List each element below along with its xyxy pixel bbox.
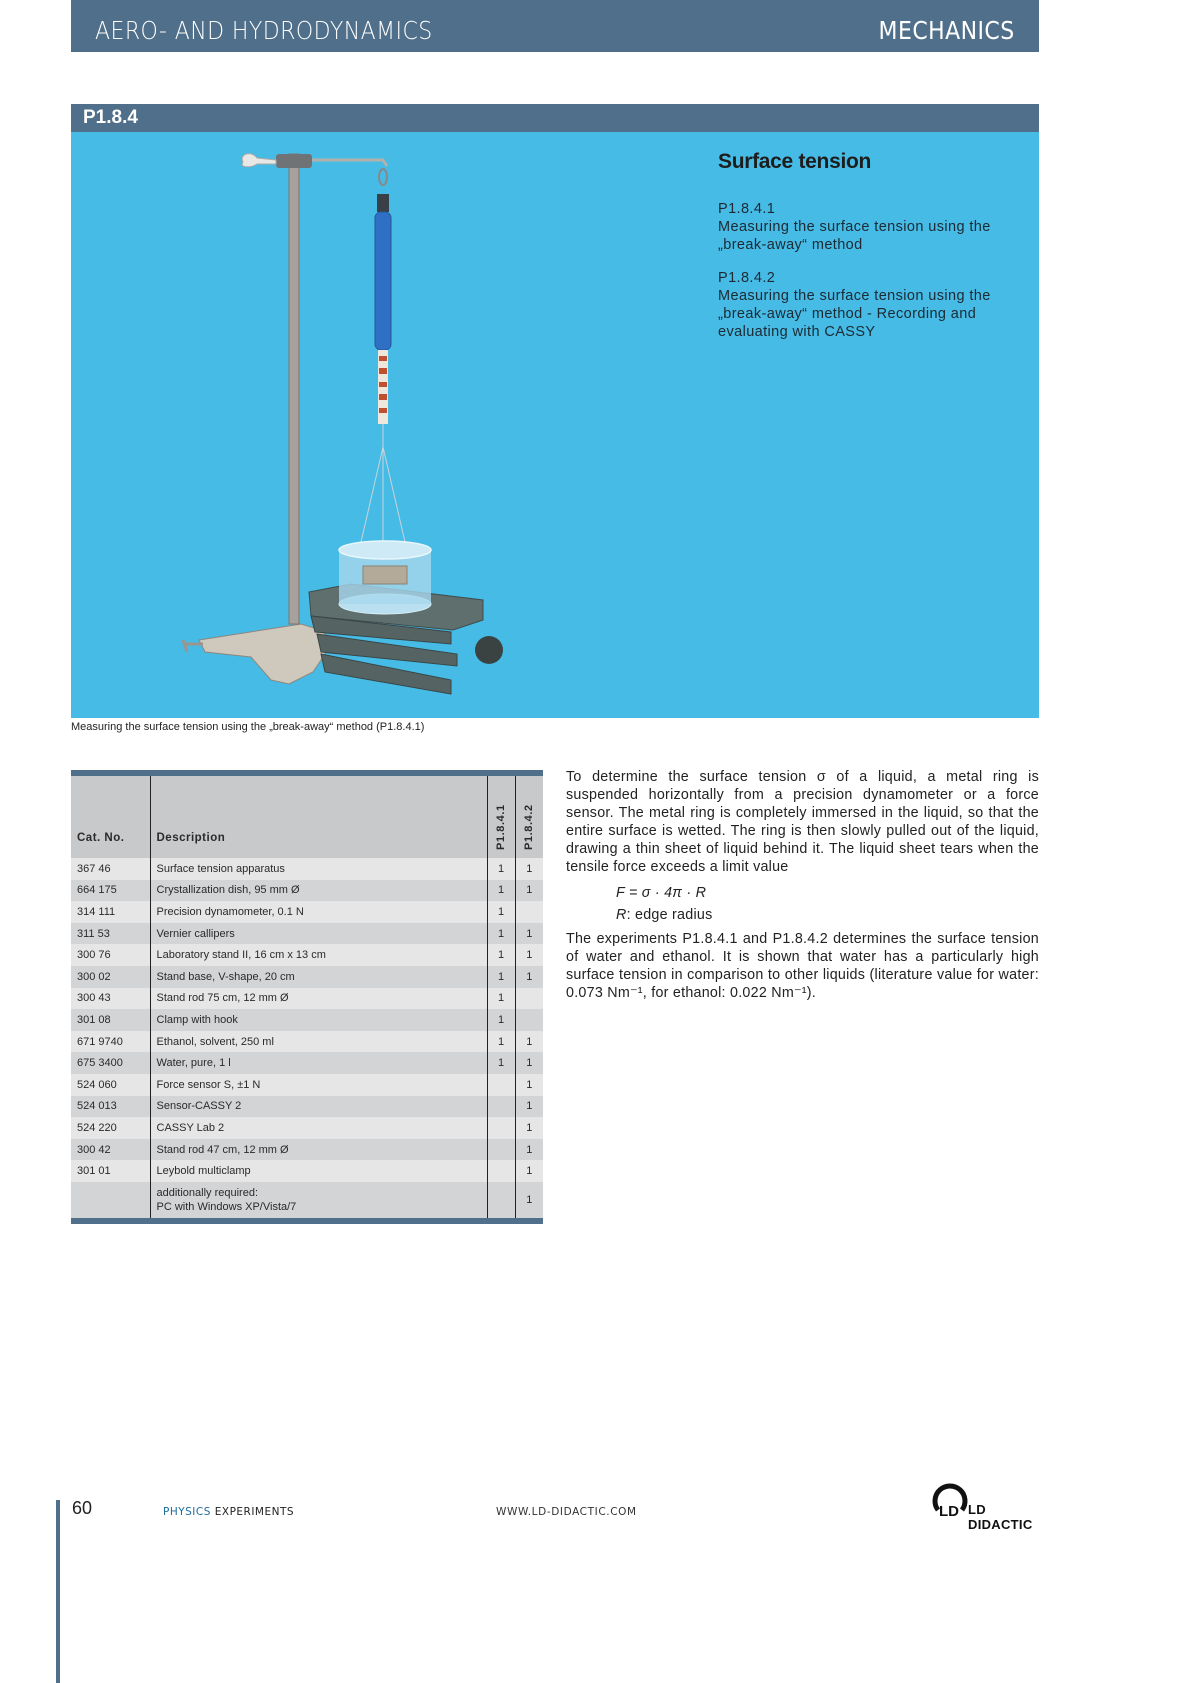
cat-no-cell: 664 175: [71, 880, 150, 902]
experiment-item-1: [718, 200, 1018, 254]
subject-title: MECHANICS: [878, 16, 1015, 45]
cat-no-cell: 524 060: [71, 1074, 150, 1096]
hook-arm: [312, 160, 387, 166]
formula: F = σ · 4π · R: [616, 885, 707, 901]
qty-p1841-cell: [487, 1182, 515, 1218]
qty-p1842-cell: 1: [515, 1182, 543, 1218]
qty-p1841-cell: 1: [487, 858, 515, 880]
description-text: [566, 768, 1039, 1008]
header-p1841: [487, 776, 515, 858]
cat-no-cell: 524 220: [71, 1117, 150, 1139]
description-cell: Stand rod 47 cm, 12 mm Ø: [150, 1139, 487, 1161]
hook-ring: [379, 169, 387, 185]
description-cell: CASSY Lab 2: [150, 1117, 487, 1139]
cat-no-cell: 301 08: [71, 1009, 150, 1031]
dish-rim: [339, 541, 431, 559]
qty-p1842-cell: 1: [515, 923, 543, 945]
description-cell: Surface tension apparatus: [150, 858, 487, 880]
header-p1841-label: P1.8.4.1: [495, 804, 507, 850]
description-line-2: PC with Windows XP/Vista/7: [156, 1200, 297, 1213]
qty-p1842-cell: 1: [515, 858, 543, 880]
table-row: [71, 1031, 543, 1053]
qty-p1842-cell: 1: [515, 880, 543, 902]
section-code: P1.8.4: [83, 107, 138, 128]
qty-p1841-cell: 1: [487, 944, 515, 966]
description-cell: Ethanol, solvent, 250 ml: [150, 1031, 487, 1053]
qty-p1841-cell: [487, 1139, 515, 1161]
qty-p1842-cell: 1: [515, 1117, 543, 1139]
qty-p1841-cell: [487, 1160, 515, 1182]
stand-base: [199, 624, 333, 684]
ld-logo-text: LD DIDACTIC: [968, 1502, 1033, 1532]
header-p1842: [515, 776, 543, 858]
description-line-1: additionally required:: [156, 1186, 259, 1199]
qty-p1842-cell: 1: [515, 944, 543, 966]
table-row: [71, 1160, 543, 1182]
qty-p1842-cell: 1: [515, 1074, 543, 1096]
clamp: [276, 154, 312, 168]
description-cell: Force sensor S, ±1 N: [150, 1074, 487, 1096]
footer-url[interactable]: WWW.LD-DIDACTIC.COM: [496, 1506, 637, 1518]
ld-logo-mark: LD: [939, 1503, 959, 1520]
qty-p1841-cell: 1: [487, 1031, 515, 1053]
chapter-title: AERO- AND HYDRODYNAMICS: [95, 16, 433, 45]
footer-accent-bar: [56, 1500, 60, 1683]
qty-p1841-cell: [487, 1117, 515, 1139]
cat-no-cell: 300 43: [71, 988, 150, 1010]
table-row: [71, 901, 543, 923]
qty-p1841-cell: 1: [487, 966, 515, 988]
description-cell: Water, pure, 1 l: [150, 1052, 487, 1074]
experiment-code: P1.8.4.2: [718, 270, 776, 286]
photo-caption: Measuring the surface tension using the „break-away“ method (P1.8.4.1): [71, 721, 425, 733]
equipment-table: [71, 770, 543, 1224]
table-row: [71, 923, 543, 945]
ld-didactic-logo: [930, 1480, 1042, 1532]
description-cell: Vernier callipers: [150, 923, 487, 945]
page-number: 60: [72, 1498, 93, 1518]
table-row: [71, 1074, 543, 1096]
table-row: [71, 880, 543, 902]
qty-p1842-cell: 1: [515, 1139, 543, 1161]
qty-p1842-cell: [515, 988, 543, 1010]
footer-series-rest: EXPERIMENTS: [210, 1506, 295, 1518]
section-code-bar: [71, 104, 1039, 132]
experiment-description: Measuring the surface tension using the „break-away“ method: [718, 219, 991, 253]
cat-no-cell: 300 02: [71, 966, 150, 988]
header-cat-no: Cat. No.: [71, 776, 150, 858]
formula-variable-desc: : edge radius: [626, 907, 713, 923]
cat-no-cell: [71, 1182, 150, 1218]
paragraph-1: To determine the surface tension σ of a liquid, a metal ring is suspended horizontally from a precision dynamometer or a force sensor. The metal ring is completely immersed in the liquid, so that the entire surface is wetted. The ring is then slowly pulled out of the liquid, drawing a thin sheet of liquid behind it. The liquid sheet tears when the tensile force exceeds a limit value: [566, 769, 1039, 875]
dynamometer-cap: [377, 194, 389, 212]
table-row: [71, 1009, 543, 1031]
description-cell: Clamp with hook: [150, 1009, 487, 1031]
header-p1842-label: P1.8.4.2: [523, 804, 536, 850]
description-cell: Stand base, V-shape, 20 cm: [150, 966, 487, 988]
qty-p1842-cell: 1: [515, 1052, 543, 1074]
table-row: [71, 1139, 543, 1161]
clamp-knob: [242, 154, 276, 167]
description-cell: Laboratory stand II, 16 cm x 13 cm: [150, 944, 487, 966]
table-row: [71, 1182, 543, 1218]
cat-no-cell: 524 013: [71, 1096, 150, 1118]
footer-series: [163, 1506, 294, 1518]
description-cell: Sensor-CASSY 2: [150, 1096, 487, 1118]
formula-variable: R: [616, 907, 627, 923]
qty-p1841-cell: 1: [487, 923, 515, 945]
cat-no-cell: 300 42: [71, 1139, 150, 1161]
header-description: Description: [150, 776, 487, 858]
qty-p1841-cell: 1: [487, 880, 515, 902]
table-row: [71, 1117, 543, 1139]
qty-p1842-cell: 1: [515, 966, 543, 988]
table-row: [71, 944, 543, 966]
experiment-title: Surface tension: [718, 150, 872, 173]
hero-panel: [71, 132, 1039, 718]
dynamometer-body: [375, 212, 391, 350]
qty-p1841-cell: 1: [487, 988, 515, 1010]
metal-ring: [363, 566, 407, 584]
qty-p1842-cell: 1: [515, 1160, 543, 1182]
table-row: [71, 1096, 543, 1118]
experiment-description: Measuring the surface tension using the „break-away“ method - Recording and evaluating with CASSY: [718, 288, 991, 340]
jack-knob: [475, 636, 503, 664]
table-row: [71, 988, 543, 1010]
paragraph-2: The experiments P1.8.4.1 and P1.8.4.2 determines the surface tension of water and ethanol. It is shown that water has a particularly high surface tension in comparison to other liquids (literature value for water: 0.073 Nm⁻¹, for ethanol: 0.022 Nm⁻¹).: [566, 931, 1039, 1001]
table-row: [71, 858, 543, 880]
table-bottom-rule: [71, 1218, 543, 1224]
description-cell: Crystallization dish, 95 mm Ø: [150, 880, 487, 902]
description-cell: Leybold multiclamp: [150, 1160, 487, 1182]
cat-no-cell: 311 53: [71, 923, 150, 945]
chapter-header-bar: [71, 0, 1039, 52]
cat-no-cell: 300 76: [71, 944, 150, 966]
qty-p1841-cell: 1: [487, 1052, 515, 1074]
table-row: [71, 1052, 543, 1074]
cat-no-cell: 671 9740: [71, 1031, 150, 1053]
table-header-row: [71, 776, 543, 858]
qty-p1842-cell: 1: [515, 1096, 543, 1118]
experiment-code: P1.8.4.1: [718, 201, 776, 217]
qty-p1841-cell: 1: [487, 1009, 515, 1031]
cat-no-cell: 314 111: [71, 901, 150, 923]
qty-p1841-cell: [487, 1074, 515, 1096]
qty-p1841-cell: [487, 1096, 515, 1118]
cat-no-cell: 367 46: [71, 858, 150, 880]
qty-p1841-cell: 1: [487, 901, 515, 923]
description-cell: Precision dynamometer, 0.1 N: [150, 901, 487, 923]
stand-rod: [289, 154, 299, 624]
qty-p1842-cell: [515, 1009, 543, 1031]
description-cell: Stand rod 75 cm, 12 mm Ø: [150, 988, 487, 1010]
ld-logo-icon: [930, 1480, 970, 1520]
description-cell: [150, 1182, 487, 1218]
formula-legend: [566, 904, 1039, 926]
ring-threads: [361, 424, 405, 542]
qty-p1842-cell: [515, 901, 543, 923]
qty-p1842-cell: 1: [515, 1031, 543, 1053]
experiment-item-2: [718, 269, 1018, 341]
cat-no-cell: 675 3400: [71, 1052, 150, 1074]
table-row: [71, 966, 543, 988]
footer-series-accent: PHYSICS: [163, 1506, 211, 1518]
cat-no-cell: 301 01: [71, 1160, 150, 1182]
